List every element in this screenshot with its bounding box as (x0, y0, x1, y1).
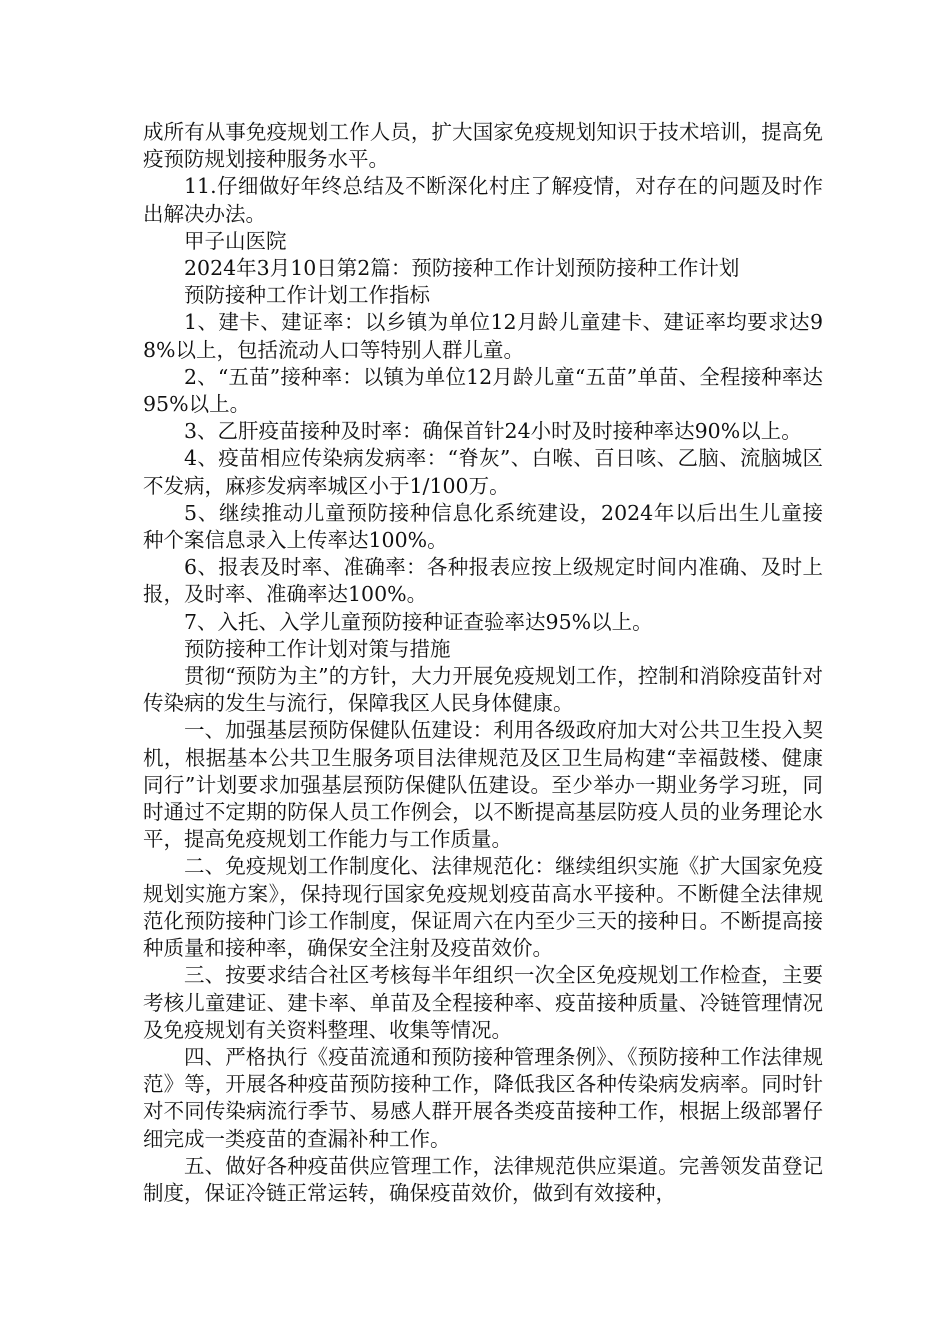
heading-measures: 预防接种工作计划对策与措施 (184, 636, 451, 661)
paragraph-policy: 贯彻“预防为主”的方针，大力开展免疫规划工作，控制和消除疫苗针对传染病的发生与流行，保障我区人民身体健康。 (143, 664, 823, 716)
paragraph-indicator-3: 3、乙肝疫苗接种及时率：确保首针24小时及时接种率达90%以上。 (184, 419, 802, 444)
paragraph-date-chapter-title: 2024年3月10日第2篇：预防接种工作计划预防接种工作计划 (184, 256, 740, 281)
paragraph-measure-5: 五、做好各种疫苗供应管理工作，法律规范供应渠道。完善领发苗登记制度，保证冷链正常运转，确保疫苗效价，做到有效接种， (143, 1153, 823, 1205)
paragraph-indicator-1: 1、建卡、建证率：以乡镇为单位12月龄儿童建卡、建证率均要求达98%以上，包括流动人口等特别人群儿童。 (143, 310, 823, 362)
paragraph-measure-1: 一、加强基层预防保健队伍建设：利用各级政府加大对公共卫生投入契机，根据基本公共卫生服务项目法律规范及区卫生局构建“幸福鼓楼、健康同行”计划要求加强基层预防保健队伍建设。至少举办一期业务学习班，同时通过不定期的防保人员工作例会，以不断提高基层防疫人员的业务理论水平，提高免疫规划工作能力与工作质量。 (143, 718, 823, 852)
document-body (143, 119, 823, 1207)
paragraph-item-11: 11.仔细做好年终总结及不断深化村庄了解疫情，对存在的问题及时作出解决办法。 (143, 174, 823, 226)
paragraph-indicator-5: 5、继续推动儿童预防接种信息化系统建设，2024年以后出生儿童接种个案信息录入上传率达100%。 (143, 500, 823, 553)
paragraph-measure-2: 二、免疫规划工作制度化、法律规范化：继续组织实施《扩大国家免疫规划实施方案》，保持现行国家免疫规划疫苗高水平接种。不断健全法律规范化预防接种门诊工作制度，保证周六在内至少三天的接种日。不断提高接种质量和接种率，确保安全注射及疫苗效价。 (143, 854, 823, 961)
heading-work-indicators: 预防接种工作计划工作指标 (184, 283, 430, 308)
paragraph-indicator-7: 7、入托、入学儿童预防接种证查验率达95%以上。 (184, 609, 653, 634)
paragraph-training-continuation: 成所有从事免疫规划工作人员，扩大国家免疫规划知识于技术培训，提高免疫预防规划接种服务水平。 (143, 120, 823, 172)
paragraph-measure-3: 三、按要求结合社区考核每半年组织一次全区免疫规划工作检查，主要考核儿童建证、建卡率、单苗及全程接种率、疫苗接种质量、冷链管理情况及免疫规划有关资料整理、收集等情况。 (143, 963, 823, 1042)
paragraph-indicator-6: 6、报表及时率、准确率：各种报表应按上级规定时间内准确、及时上报，及时率、准确率达100%。 (143, 555, 823, 607)
paragraph-measure-4: 四、严格执行《疫苗流通和预防接种管理条例》、《预防接种工作法律规范》等，开展各种疫苗预防接种工作，降低我区各种传染病发病率。同时针对不同传染病流行季节、易感人群开展各类疫苗接种工作，根据上级部署仔细完成一类疫苗的查漏补种工作。 (143, 1044, 823, 1151)
paragraph-indicator-4: 4、疫苗相应传染病发病率：“脊灰”、白喉、百日咳、乙脑、流脑城区不发病，麻疹发病率城区小于1/100万。 (143, 446, 823, 498)
paragraph-indicator-2: 2、“五苗”接种率：以镇为单位12月龄儿童“五苗”单苗、全程接种率达95%以上。 (143, 364, 823, 417)
paragraph-hospital-signature: 甲子山医院 (184, 228, 287, 253)
